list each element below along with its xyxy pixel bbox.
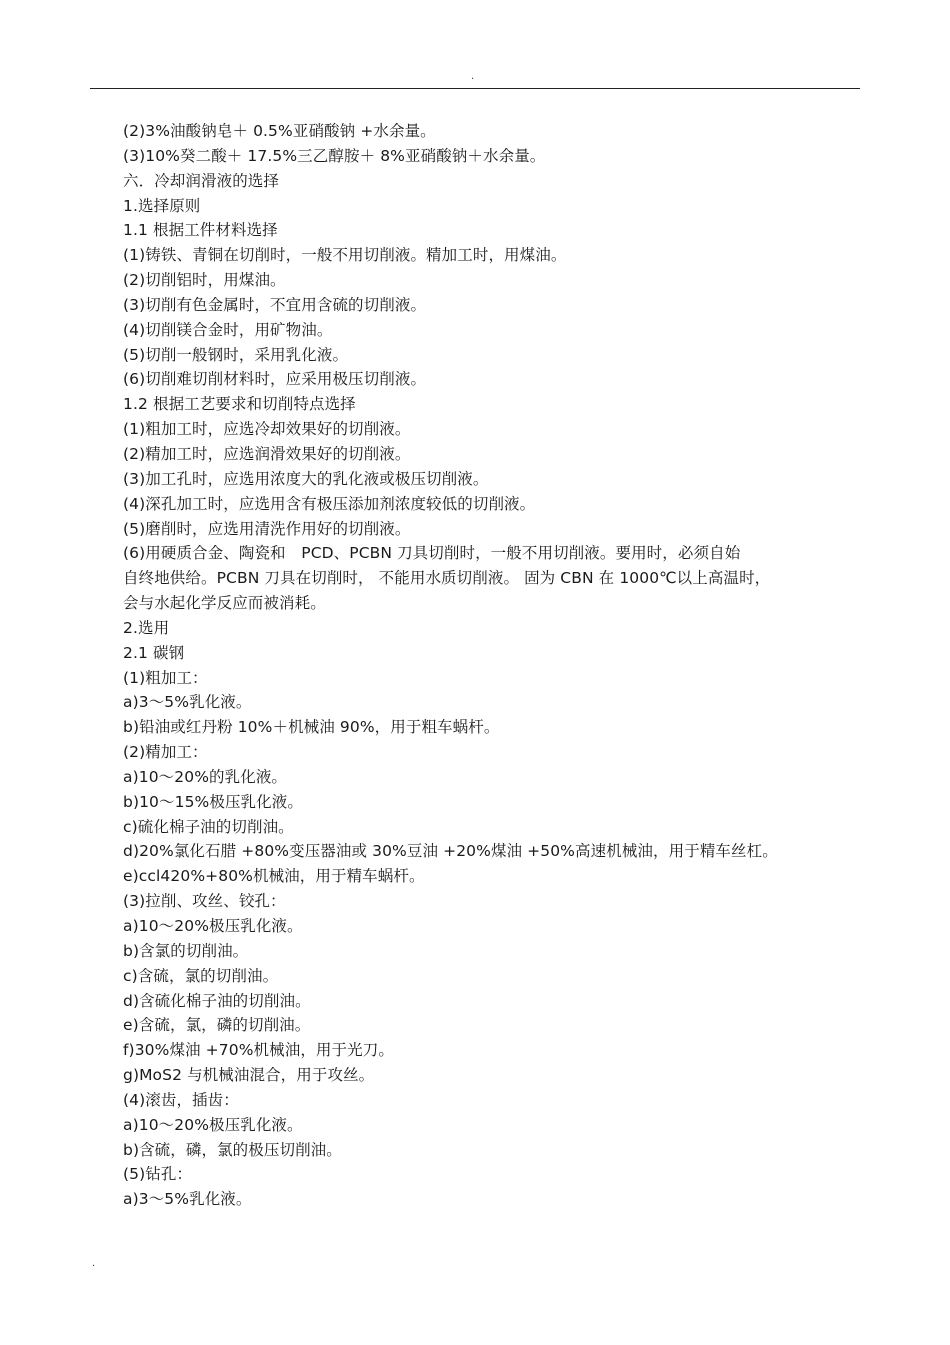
subsection-heading: 2.选用 [123,618,170,637]
text-line: (1)粗加工时，应选冷却效果好的切削液。 [123,420,411,439]
section-heading: 六．冷却润滑液的选择 [123,171,280,190]
text-line: a)10～20%的乳化液。 [123,767,288,786]
text-line: b)铅油或红丹粉 10%＋机械油 90%，用于粗车蜗杆。 [123,718,500,737]
subsection-heading: 1.选择原则 [123,196,201,215]
text-line: (3)10%癸二酸＋ 17.5%三乙醇胺＋ 8%亚硝酸钠＋水余量。 [123,146,546,165]
document-body [123,119,858,1212]
text-line: c)含硫，氯的切削油。 [123,966,279,985]
text-line: e)ccl420%+80%机械油，用于精车蜗杆。 [123,867,425,886]
text-line: e)含硫，氯，磷的切削油。 [123,1016,311,1035]
text-line: (5)切削一般钢时，采用乳化液。 [123,345,349,364]
text-line: (6)切削难切削材料时，应采用极压切削液。 [123,370,427,389]
text-line: (2)切削铝时，用煤油。 [123,271,286,290]
text-line: d)20%氯化石腊 +80%变压器油或 30%豆油 +20%煤油 +50%高速机械油，用于精车丝杠。 [123,842,778,861]
text-line: (4)滚齿，插齿： [123,1090,239,1109]
text-line: (3)切削有色金属时，不宜用含硫的切削液。 [123,295,427,314]
text-line: (2)精加工： [123,743,208,762]
text-line: (2)3%油酸钠皂＋ 0.5%亚硝酸钠 +水余量。 [123,122,436,140]
text-line: a)3～5%乳化液。 [123,693,252,712]
header-rule [90,88,860,89]
text-line: b)含氯的切削油。 [123,941,249,960]
text-line: a)10～20%极压乳化液。 [123,1115,303,1134]
text-line: b)含硫，磷，氯的极压切削油。 [123,1140,342,1159]
text-line: (1)铸铁、青铜在切削时，一般不用切削液。精加工时，用煤油。 [123,246,567,265]
text-line: f)30%煤油 +70%机械油，用于光刀。 [123,1041,394,1060]
text-line: (1)粗加工： [123,668,208,687]
text-line: (5)磨削时，应选用清洗作用好的切削液。 [123,519,411,538]
text-line: b)10～15%极压乳化液。 [123,792,303,811]
text-line: 会与水起化学反应而被消耗。 [123,594,326,613]
text-line: (4)深孔加工时，应选用含有极压添加剂浓度较低的切削液。 [123,494,536,513]
subsection-heading: 2.1 碳钢 [123,643,185,662]
text-line: a)10～20%极压乳化液。 [123,917,303,935]
text-line: (2)精加工时，应选润滑效果好的切削液。 [123,444,411,463]
subsection-heading: 1.2 根据工艺要求和切削特点选择 [123,395,356,414]
text-line: (4)切削镁合金时，用矿物油。 [123,320,333,339]
text-line: (5)钻孔： [123,1165,193,1184]
text-line: d)含硫化棉子油的切削油。 [123,991,311,1010]
text-line: c)硫化棉子油的切削油。 [123,817,294,836]
text-line: (3)加工孔时，应选用浓度大的乳化液或极压切削液。 [123,469,489,488]
text-line: a)3～5%乳化液。 [123,1190,252,1209]
subsection-heading: 1.1 根据工件材料选择 [123,221,278,240]
text-line: g)MoS2 与机械油混合，用于攻丝。 [123,1066,375,1085]
text-line: (3)拉削、攻丝、铰孔： [123,892,286,911]
footer-mark: . [92,1258,96,1269]
text-line: 自终地供给。PCBN 刀具在切削时， 不能用水质切削液。 固为 CBN 在 1000℃以上高温时， [123,569,771,588]
text-line: (6)用硬质合金、陶瓷和 PCD、PCBN 刀具切削时，一般不用切削液。要用时，必须自始 [123,544,741,563]
header-mark: . [471,71,475,82]
